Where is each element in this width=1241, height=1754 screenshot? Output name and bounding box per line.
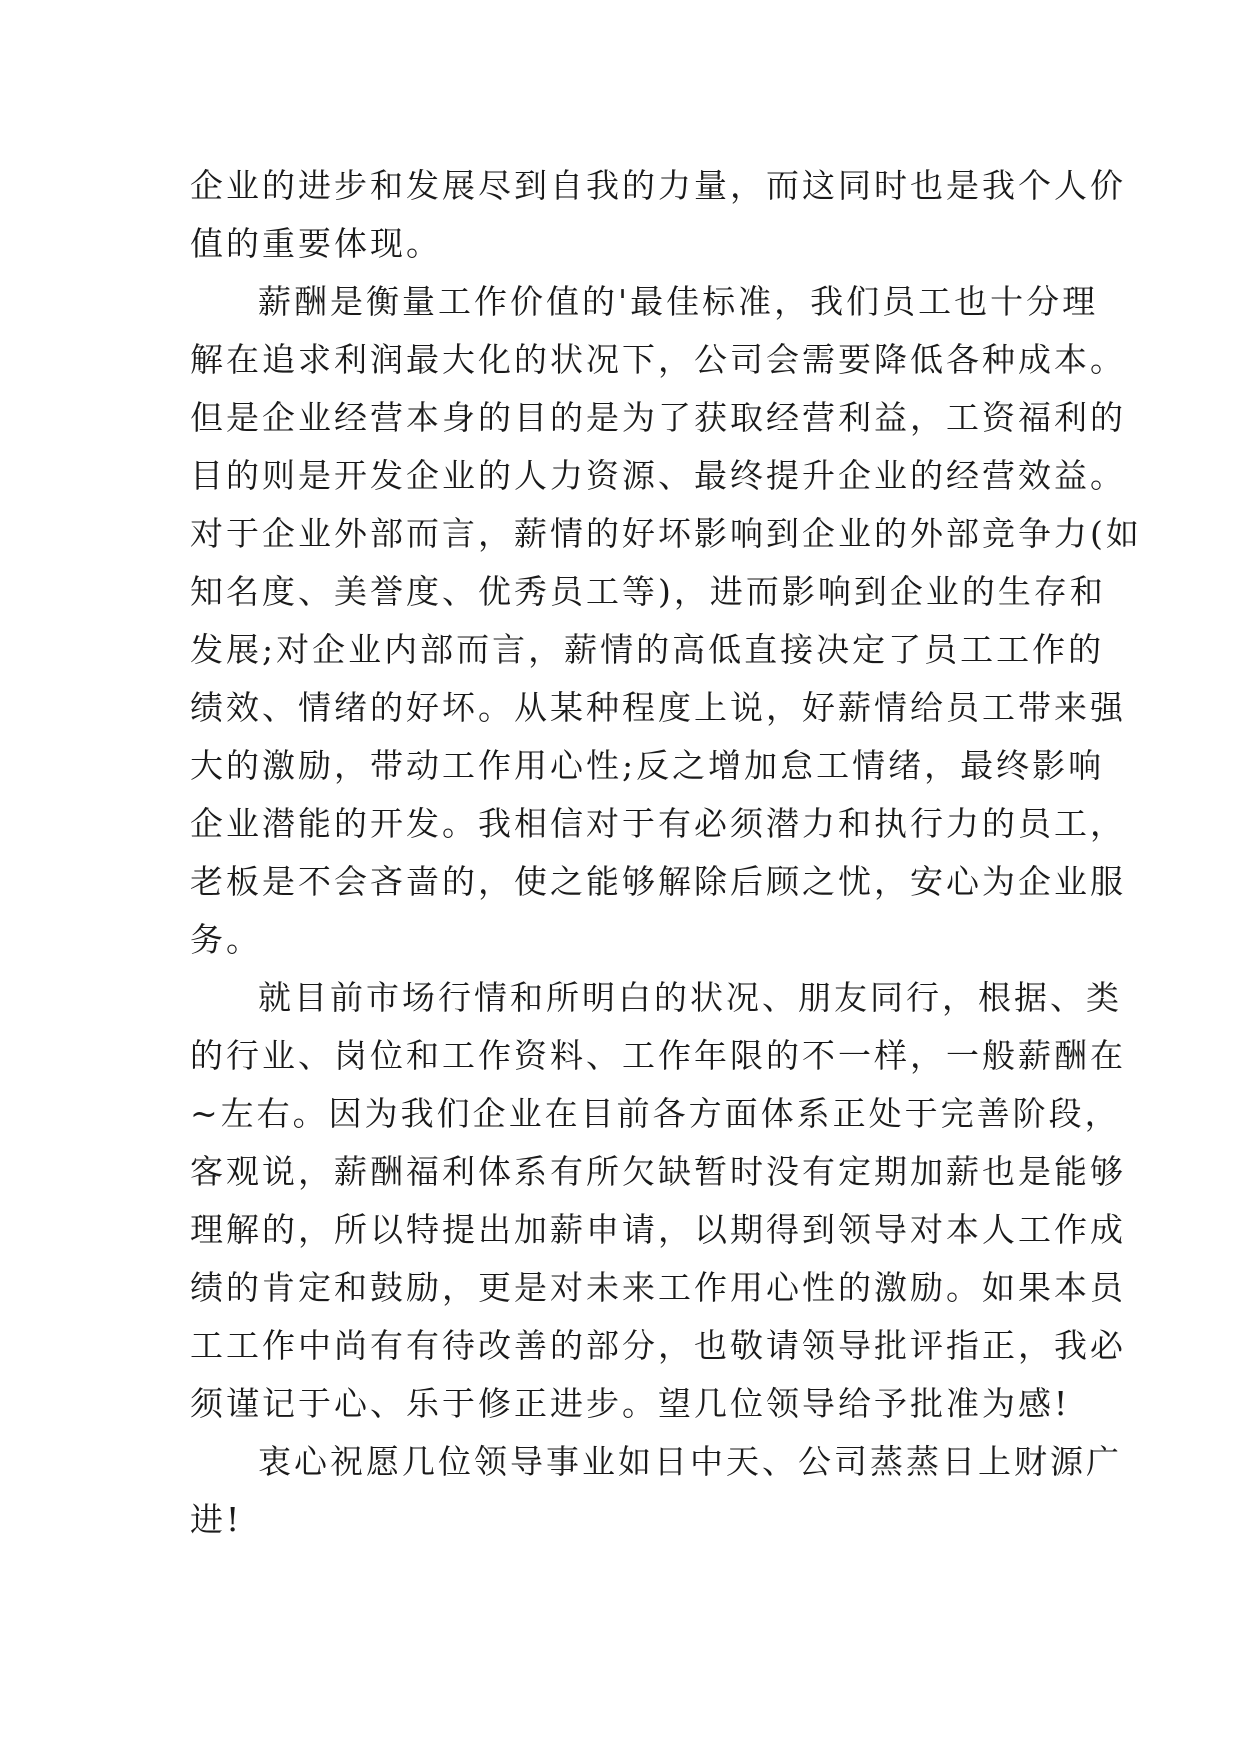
text-line: ~左右。因为我们企业在目前各方面体系正处于完善阶段， [190, 1094, 1121, 1133]
text-line: 的行业、岗位和工作资料、工作年限的不一样，一般薪酬在 [190, 1036, 1126, 1075]
letter-body [190, 157, 1142, 1549]
text-line: 企业的进步和发展尽到自我的力量，而这同时也是我个人价 [190, 166, 1126, 205]
text-line: 知名度、美誉度、优秀员工等)，进而影响到企业的生存和 [190, 572, 1106, 611]
text-line: 企业潜能的开发。我相信对于有必须潜力和执行力的员工， [190, 804, 1126, 843]
text-line: 绩效、情绪的好坏。从某种程度上说，好薪情给员工带来强 [190, 688, 1126, 727]
text-line: 老板是不会吝啬的，使之能够解除后顾之忧，安心为企业服 [190, 862, 1126, 901]
text-line: 就目前市场行情和所明白的状况、朋友同行，根据、类 [258, 978, 1122, 1017]
text-line: 但是企业经营本身的目的是为了获取经营利益，工资福利的 [190, 398, 1126, 437]
text-line: 务。 [190, 920, 262, 959]
text-line: 理解的，所以特提出加薪申请，以期得到领导对本人工作成 [190, 1210, 1126, 1249]
text-line: 客观说，薪酬福利体系有所欠缺暂时没有定期加薪也是能够 [190, 1152, 1126, 1191]
text-line: 对于企业外部而言，薪情的好坏影响到企业的外部竞争力(如 [190, 514, 1142, 553]
text-line: 工工作中尚有有待改善的部分，也敬请领导批评指正，我必 [190, 1326, 1126, 1365]
text-line: 须谨记于心、乐于修正进步。望几位领导给予批准为感! [190, 1384, 1071, 1423]
text-line: 发展;对企业内部而言，薪情的高低直接决定了员工工作的 [190, 630, 1105, 669]
text-line: 衷心祝愿几位领导事业如日中天、公司蒸蒸日上财源广 [258, 1442, 1122, 1481]
text-line: 解在追求利润最大化的状况下，公司会需要降低各种成本。 [190, 340, 1126, 379]
text-line: 目的则是开发企业的人力资源、最终提升企业的经营效益。 [190, 456, 1126, 495]
text-line: 绩的肯定和鼓励，更是对未来工作用心性的激励。如果本员 [190, 1268, 1126, 1307]
text-line: 进! [190, 1500, 243, 1539]
text-line: 值的重要体现。 [190, 224, 442, 263]
text-line: 大的激励，带动工作用心性;反之增加怠工情绪，最终影响 [190, 746, 1105, 785]
text-line: 薪酬是衡量工作价值的'最佳标准，我们员工也十分理 [258, 282, 1099, 321]
